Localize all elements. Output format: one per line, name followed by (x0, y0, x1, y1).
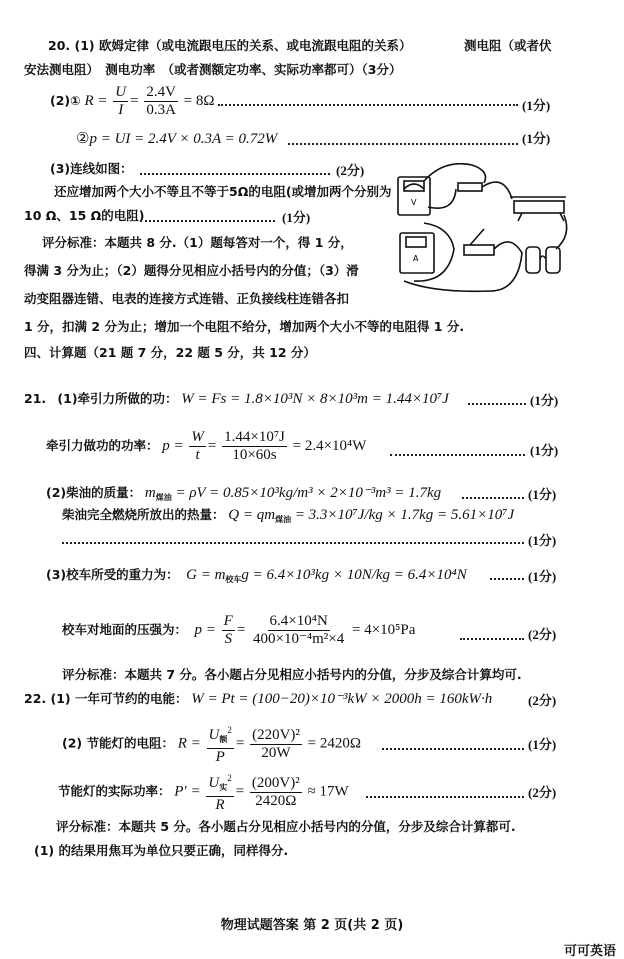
q20-eq1: (2)① R = $\frac{U}{I}$ = $\frac{2.4V}{0.3A}$ = 8Ω (50, 84, 215, 119)
ammeter-label: A (413, 254, 419, 263)
numerator: 1.44×10⁷J (224, 429, 285, 446)
q22-line2: (2) 节能灯的电阻： R = $\frac{U_额^2}{P}$ = $\frac{\text{(220V)²}}{20W}$ = 2420Ω (62, 722, 361, 766)
numerator: U (208, 727, 220, 743)
label: 节能灯的实际功率： (58, 783, 171, 799)
leader-dots (490, 578, 524, 580)
q20-p3-line1: (3)连线如图： (50, 161, 133, 176)
q20-line2: 安法测电阻） 测电功率 （或者测额定功率、实际功率都可）（3分） (24, 62, 402, 77)
score: (1分) (528, 569, 557, 584)
subscript: 煤油 (155, 493, 172, 502)
eq-text: p = UI = 2.4V × 0.3A = 0.72W (89, 131, 278, 147)
fraction (250, 775, 302, 810)
fraction (207, 722, 234, 766)
score: (2分) (528, 627, 557, 642)
label: 22. (1) 一年可节约的电能： (24, 691, 188, 706)
denominator: I (118, 102, 124, 119)
subscript: 煤油 (275, 515, 292, 524)
q20-grading-1: 评分标准：本题共 8 分.（1）题每答对一个，得 1 分， (42, 235, 353, 250)
score: (2分) (528, 693, 557, 708)
q22-grading-1: 评分标准：本题共 5 分。各小题占分见相应小括号内的分值，分步及综合计算都可. (56, 819, 516, 834)
q21-line2: 牵引力做功的功率： p = $\frac{W}{t}$ = $\frac{\text{1.44×10⁷J}}{10\times 60s}$ = 2.4×10⁴W (46, 429, 367, 464)
score: (1分) (522, 131, 551, 146)
eq-result: = 8Ω (183, 93, 215, 109)
subscript: 校车 (225, 575, 242, 584)
eq-result: = 4×10⁵Pa (352, 622, 416, 638)
leader-dots (390, 454, 525, 456)
label: 牵引力做功的功率： (46, 438, 159, 453)
q20-grading-3: 动变阻器连错、电表的连接方式连错、正负接线柱连错各扣 (24, 291, 350, 306)
q20-p3-line3: 10 Ω、15 Ω的电阻) (24, 208, 145, 223)
circled-number: ② (76, 131, 90, 147)
denominator: P (215, 749, 225, 765)
subscript: 实 (219, 783, 228, 792)
q20-p3-line2: 还应增加两个大小不等且不等于5Ω的电阻(或增加两个分别为 (54, 184, 392, 199)
circuit-diagram-figure (394, 163, 580, 298)
leader-dots (140, 220, 275, 222)
q21-line6: 校车对地面的压强为： p = $\frac{F}{S}$ = $\frac{\text{6.4×10⁴N}}{\text{400×10⁻⁴m²×4}}$ = 4×10⁵Pa (62, 613, 416, 648)
fraction (113, 84, 128, 119)
numerator: U (208, 775, 220, 791)
label: (3)校车所受的重力为： (46, 567, 179, 582)
q22-line3: 节能灯的实际功率： P′ = $\frac{U_实^2}{R}$ = $\frac{\text{(200V)²}}{2420\Omega}$ ≈ 17W (58, 770, 349, 814)
eq-result: = 2420Ω (307, 735, 362, 752)
eq-var: m (144, 485, 156, 501)
q20-eq2 (76, 130, 277, 148)
q22-line1 (24, 690, 492, 708)
eq-result: ≈ 17W (307, 783, 349, 800)
fraction (250, 727, 302, 762)
denominator: 2420Ω (255, 792, 297, 809)
score: (1分) (530, 443, 559, 458)
fraction (206, 770, 233, 814)
voltmeter-label: V (411, 198, 417, 207)
numerator: W (191, 429, 204, 446)
score: (2分) (336, 163, 365, 178)
leader-dots (218, 104, 518, 106)
leader-dots (468, 403, 526, 405)
label: (2) 节能灯的电阻： (62, 735, 174, 751)
leader-dots (382, 748, 524, 750)
fraction (144, 84, 178, 119)
eq-var: G = m (186, 567, 226, 583)
leader-dots (366, 796, 524, 798)
numerator: (220V)² (252, 726, 300, 743)
eq-lhs: R = (177, 735, 201, 752)
denominator: R (215, 797, 225, 813)
denominator: 0.3A (146, 102, 176, 119)
q20-grading-2: 得满 3 分为止；（2）题得分见相应小括号内的分值；（3）滑 (24, 263, 359, 278)
score: (1分) (528, 737, 557, 752)
leader-dots (62, 542, 524, 544)
equation: g = 6.4×10³kg × 10N/kg = 6.4×10⁴N (241, 567, 467, 583)
denominator: t (195, 447, 200, 464)
label: 柴油完全燃烧所放出的热量： (62, 507, 225, 522)
q20-line1: 20. (1) 欧姆定律（或电流跟电压的关系、或电流跟电阻的关系） (48, 38, 412, 53)
fraction (251, 613, 346, 648)
q20-p2-prefix: (2)① (50, 93, 81, 108)
superscript: 2 (227, 773, 232, 783)
leader-dots (140, 173, 330, 175)
equation: = 3.3×10⁷J/kg × 1.7kg = 5.61×10⁷J (294, 507, 515, 523)
eq-var: Q = qm (228, 507, 276, 523)
score: (1分) (528, 487, 557, 502)
q21-grading: 评分标准：本题共 7 分。各小题占分见相应小括号内的分值，分步及综合计算均可. (62, 667, 522, 682)
numerator: 6.4×10⁴N (269, 613, 328, 630)
denominator: 10×60s (232, 447, 277, 464)
score: (1分) (528, 533, 557, 548)
leader-dots (460, 638, 524, 640)
label: (2)柴油的质量： (46, 485, 142, 500)
section4-title: 四、计算题（21 题 7 分，22 题 5 分，共 12 分） (24, 345, 316, 360)
denominator: S (224, 631, 232, 648)
page-footer: 物理试题答案 第 2 页(共 2 页) (220, 918, 404, 933)
q21-line3 (46, 484, 441, 507)
superscript: 2 (227, 725, 232, 735)
leader-dots (288, 143, 518, 145)
q20-line1b: 测电阻（或者伏 (464, 38, 552, 53)
subscript: 额 (219, 735, 228, 744)
fraction (222, 613, 235, 648)
fraction (189, 429, 206, 464)
denominator: 20W (261, 744, 291, 761)
label: 校车对地面的压强为： (62, 622, 188, 637)
leader-dots (462, 497, 524, 499)
q21-line4 (62, 506, 514, 529)
fraction (222, 429, 287, 464)
equation: W = Fs = 1.8×10³N × 8×10³m = 1.44×10⁷J (181, 391, 449, 407)
eq-result: = 2.4×10⁴W (292, 438, 367, 454)
q21-line1 (24, 390, 449, 408)
numerator: 2.4V (146, 84, 176, 101)
watermark: 可可英语 (563, 944, 616, 959)
denominator: 400×10⁻⁴m²×4 (253, 631, 345, 648)
score: (2分) (528, 785, 557, 800)
eq-lhs: p = (162, 438, 184, 454)
q21-line5 (46, 566, 467, 589)
eq-lhs: p = (194, 622, 216, 638)
q22-grading-2: (1) 的结果用焦耳为单位只要正确，同样得分. (34, 843, 289, 858)
score: (1分) (522, 98, 551, 113)
q20-grading-4: 1 分，扣满 2 分为止；增加一个电阻不给分，增加两个大小不等的电阻得 1 分. (24, 319, 465, 334)
equation: W = Pt = (100−20)×10⁻³kW × 2000h = 160kW·h (191, 691, 493, 707)
numerator: (200V)² (251, 774, 300, 791)
equation: = ρV = 0.85×10³kg/m³ × 2×10⁻³m³ = 1.7kg (175, 485, 442, 501)
eq-lhs: R = (84, 93, 108, 109)
numerator: U (115, 84, 127, 101)
numerator: F (223, 613, 233, 630)
score: (1分) (530, 393, 559, 408)
label: (1)牵引力所做的功： (57, 391, 178, 406)
score: (1分) (282, 210, 311, 225)
eq-lhs: P′ = (174, 783, 201, 800)
question-number: 21. (24, 391, 47, 406)
